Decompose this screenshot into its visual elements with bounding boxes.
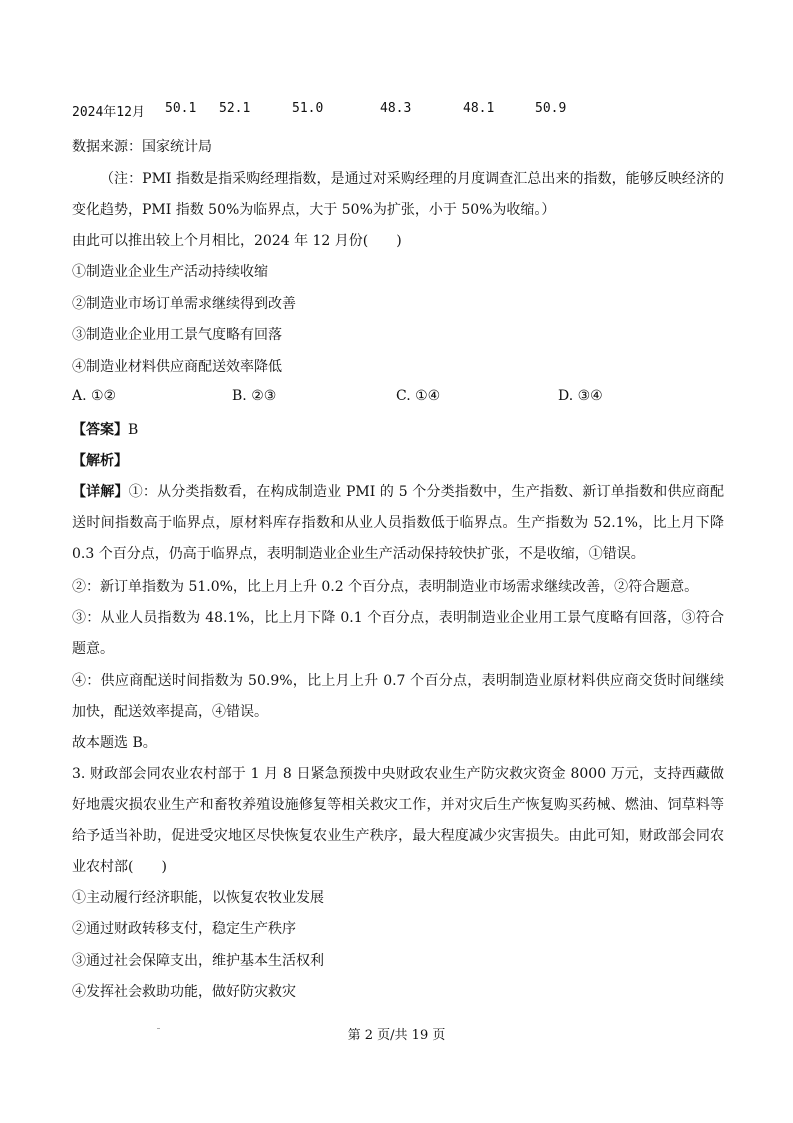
detail-paragraph-3: ③：从业人员指数为 48.1%，比上月下降 0.1 个百分点，表明制造业企业用工景气度略有回落，③符合题意。 bbox=[72, 610, 724, 657]
detail-paragraph-4: ④：供应商配送时间指数为 50.9%，比上月上升 0.7 个百分点，表明制造业原材料供应商交货时间继续加快，配送效率提高，④错误。 bbox=[72, 673, 724, 720]
value-cell: 48.3 bbox=[380, 101, 412, 116]
statement-item: ④制造业材料供应商配送效率降低 bbox=[72, 359, 282, 375]
value-cell: 50.9 bbox=[535, 101, 567, 116]
answer-line bbox=[72, 420, 138, 440]
answer-value: B bbox=[128, 422, 139, 438]
value-cell: 51.0 bbox=[292, 101, 324, 116]
detail-label: 【详解】 bbox=[72, 484, 129, 500]
value-cell: 50.1 bbox=[165, 101, 197, 116]
statement-item: ③制造业企业用工景气度略有回落 bbox=[72, 327, 282, 343]
statement-item: ②制造业市场订单需求继续得到改善 bbox=[72, 296, 296, 312]
pmi-data-row bbox=[0, 101, 793, 121]
row-month: 2024年12月 bbox=[72, 105, 145, 120]
statement-item: ②通过财政转移支付，稳定生产秩序 bbox=[72, 921, 296, 937]
statement-item: ③通过社会保障支出，维护基本生活权利 bbox=[72, 953, 324, 969]
option-c: C. ①④ bbox=[396, 388, 441, 404]
detail-text: ①：从分类指数看，在构成制造业 PMI 的 5 个分类指数中，生产指数、新订单指数和供应商配送时间指数高于临界点，原材料库存指数和从业人员指数低于临界点。生产指数为 52.1%，比上月下降 0.3 个百分点，仍高于临界点，表明制造业企业生产活动保持较快扩张，不是收缩，①错误。 bbox=[72, 484, 724, 562]
detail-paragraph-2: ②：新订单指数为 51.0%，比上月上升 0.2 个百分点，表明制造业市场需求继续改善，②符合题意。 bbox=[72, 579, 699, 595]
statement-item: ①制造业企业生产活动持续收缩 bbox=[72, 264, 268, 280]
page-footer: 第 2 页/共 19 页 bbox=[347, 1028, 446, 1043]
analysis-label: 【解析】 bbox=[72, 453, 128, 469]
answer-label: 【答案】 bbox=[72, 422, 128, 438]
statement-item: ①主动履行经济职能，以恢复农牧业发展 bbox=[72, 890, 324, 906]
option-a: A. ①② bbox=[72, 388, 117, 404]
question-3-stem: 3. 财政部会同农业农村部于 1 月 8 日紧急预拨中央财政农业生产防灾救灾资金 8000 万元，支持西藏做好地震灾损农业生产和畜牧养殖设施修复等相关救灾工作，并对灾后生产恢复购买药械、燃油、饲草料等给予适当补助，促进受灾地区尽快恢复农业生产秩序，最大程度减少灾害损失。由此可知，财政部会同农业农村部( ) bbox=[72, 766, 724, 875]
statement-item: ④发挥社会救助功能，做好防灾救灾 bbox=[72, 984, 296, 1000]
detail-paragraph-1 bbox=[72, 477, 724, 570]
value-cell: 48.1 bbox=[463, 101, 495, 116]
answer-options bbox=[0, 388, 793, 408]
pmi-note: （注：PMI 指数是指采购经理指数，是通过对采购经理的月度调查汇总出来的指数，能够反映经济的变化趋势，PMI 指数 50%为临界点，大于 50%为扩张，小于 50%为收缩。） bbox=[72, 171, 724, 218]
conclusion: 故本题选 B。 bbox=[72, 735, 157, 751]
option-b: B. ②③ bbox=[232, 388, 277, 404]
data-source: 数据来源：国家统计局 bbox=[72, 139, 212, 155]
value-cell: 52.1 bbox=[219, 101, 251, 116]
option-d: D. ③④ bbox=[558, 388, 603, 404]
question-2-stem: 由此可以推出较上个月相比，2024 年 12 月份( ) bbox=[72, 233, 402, 249]
